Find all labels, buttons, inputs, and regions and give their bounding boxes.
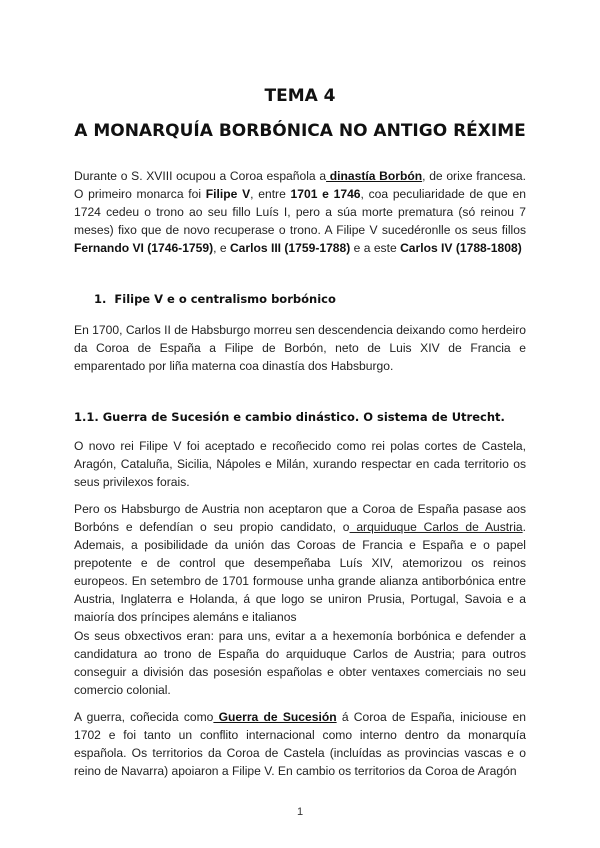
section-1-paragraph: En 1700, Carlos II de Habsburgo morreu sen descendencia deixando como herdeiro da Coroa de España a Filipe de Borbón, neto de Luis XIV de Francia e emparentado por liña materna coa dinastía dos Habsburgo. [74, 323, 526, 373]
section-1-1-paragraph-1: O novo rei Filipe V foi aceptado e recoñecido como rei polas cortes de Castela, Aragón, Cataluña, Sicilia, Nápoles e Milán, xurando respectar en cada territorio os seus privilexos forais. [74, 439, 526, 489]
intro-paragraph: Durante o S. XVIII ocupou a Coroa española a dinastía Borbón, de orixe francesa. O primeiro monarca foi Filipe V, entre 1701 e 1746, coa peculiaridade de que en 1724 cedeu o trono ao seu fillo Luís I, pero a súa morte prematura (só reinou 7 meses) fixo que de novo recuperase o trono. A Filipe V sucedéronlle os seus fillos Fernando VI (1746-1759), e Carlos III (1759-1788) e a este Carlos IV (1788-1808) [74, 169, 527, 255]
fernando-vi-term: Fernando VI (1746-1759) [74, 241, 214, 255]
section-1-heading: 1. Filipe V e o centralismo borbónico [94, 292, 336, 306]
filipe-v-term: Filipe V [205, 187, 251, 201]
carlos-iii-term: Carlos III (1759-1788) [229, 241, 351, 255]
section-1-1-heading: 1.1. Guerra de Sucesión e cambio dinástico. O sistema de Utrecht. [74, 410, 505, 424]
guerra-de-sucesion-term: Guerra de Sucesión [213, 710, 337, 724]
section-1-1-paragraph-3: Os seus obxectivos eran: para uns, evitar a a hexemonía borbónica e defender a candidatura ao trono de España do arquiduque Carlos de Austria; para outros conseguir a división das posesión españolas e obter ventaxes comerciais no seu comercio colonial. [74, 629, 526, 697]
topic-number: TEMA 4 [264, 86, 336, 106]
dinastia-borbon-term: dinastía Borbón [326, 169, 423, 183]
reign-years: 1701 e 1746 [290, 187, 361, 201]
carlos-iv-term: Carlos IV (1788-1808) [400, 241, 522, 255]
section-1-1-paragraph-2: Pero os Habsburgo de Austria non aceptaron que a Coroa de España pasase aos Borbóns e defendían o seu propio candidato, o arquiduque Carlos de Austria. Ademais, a posibilidade da unión das Coroas de Francia e España e o papel prepotente e de control que desempeñaba Luís XIV, atemorizou os reinos europeos. En setembro de 1701 formouse unha grande alianza antiborbónica entre Austria, Inglaterra e Holanda, á que logo se uniron Prusia, Portugal, Savoia e a maioría dos príncipes alemáns e italianos [74, 502, 526, 624]
page-number: 1 [296, 806, 304, 818]
arquiduque-term: arquiduque Carlos de Austria [349, 520, 523, 534]
document-title: A MONARQUÍA BORBÓNICA NO ANTIGO RÉXIME [74, 121, 526, 141]
section-1-1-paragraph-4: A guerra, coñecida como Guerra de Sucesión á Coroa de España, iniciouse en 1702 e foi tanto un conflito internacional como interno dentro da monarquía española. Os territorios da Coroa de Castela (incluídas as provincias vascas e o reino de Navarra) apoiaron a Filipe V. En cambio os territorios da Coroa de Aragón [74, 710, 527, 778]
